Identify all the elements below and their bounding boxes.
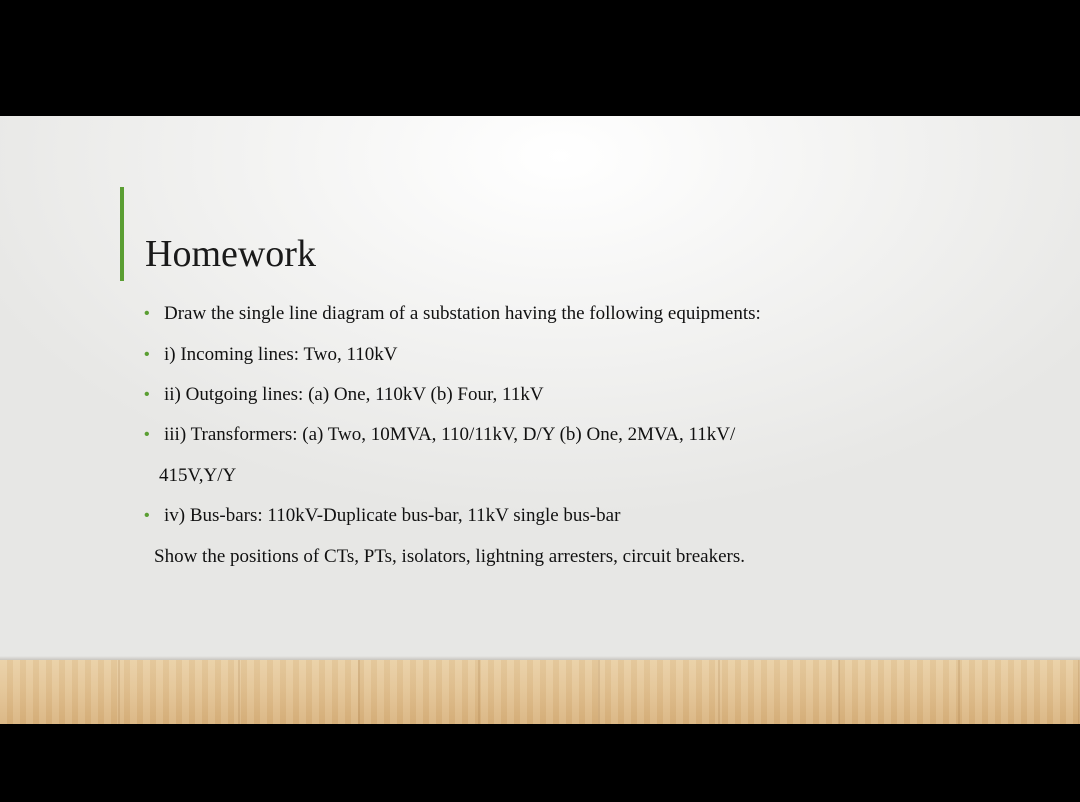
content-line-outgoing: ii) Outgoing lines: (a) One, 110kV (b) Four, 11kV [164,384,544,405]
slide [0,116,1080,724]
content-line-intro: Draw the single line diagram of a substation having the following equipments: [164,303,761,324]
bullet-dot: • [144,507,150,524]
bullet-dot: • [144,346,150,363]
bullet-dot: • [144,386,150,403]
content-line-transformers-cont: 415V,Y/Y [159,465,237,486]
content-line-busbars: iv) Bus-bars: 110kV-Duplicate bus-bar, 11kV single bus-bar [164,505,621,526]
bullet-dot: • [144,426,150,443]
slide-content [0,116,1080,724]
bullet-dot: • [144,305,150,322]
wood-floor-background [0,660,1080,724]
content-line-transformers: iii) Transformers: (a) Two, 10MVA, 110/11kV, D/Y (b) One, 2MVA, 11kV/ [164,424,736,445]
slide-title: Homework [145,233,316,275]
content-line-positions: Show the positions of CTs, PTs, isolators, lightning arresters, circuit breakers. [154,546,746,567]
content-line-incoming: i) Incoming lines: Two, 110kV [164,344,398,365]
